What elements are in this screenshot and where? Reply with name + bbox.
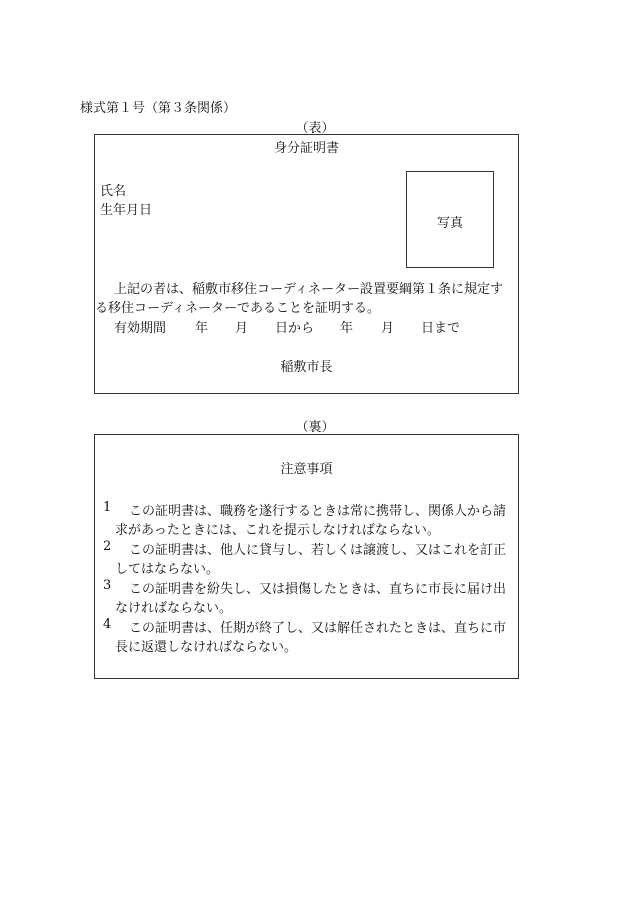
photo-box — [406, 171, 494, 268]
id-card-back — [94, 434, 519, 679]
note-text-line-1: この証明書は、他人に貸与し、若しくは譲渡し、又はこれを訂正 — [129, 543, 507, 558]
birthdate-label: 生年月日 — [100, 203, 153, 218]
form-number-label: 様式第１号（第３条関係） — [80, 101, 237, 116]
note-text-line-1: この証明書は、任期が終了し、又は解任されたときは、直ちに市 — [129, 621, 507, 636]
validity-start-year: 年 — [195, 321, 209, 336]
photo-label: 写真 — [436, 216, 463, 231]
back-side-label: （裏） — [295, 420, 335, 435]
note-text-line-1: この証明書を紛失し、又は損傷したときは、直ちに市長に届け出 — [129, 582, 507, 597]
note-number: 4 — [103, 617, 112, 632]
id-card-front — [94, 134, 519, 394]
note-text-line-2: 求があったときには、これを提示しなければならない。 — [115, 523, 440, 538]
note-text-line-2: してはならない。 — [115, 562, 220, 577]
validity-end-year: 年 — [340, 321, 354, 336]
validity-start-day: 日から — [275, 321, 315, 336]
issuer-label: 稲敷市長 — [280, 360, 333, 375]
validity-label: 有効期間 — [114, 321, 167, 336]
note-text-line-1: この証明書は、職務を遂行するときは常に携帯し、関係人から請 — [129, 504, 507, 519]
note-text-line-2: なければならない。 — [115, 601, 233, 616]
front-side-label: （表） — [295, 121, 335, 136]
note-text-line-2: 長に返還しなければならない。 — [115, 640, 298, 655]
card-title: 身分証明書 — [273, 141, 339, 156]
validity-end-day: 日まで — [421, 321, 461, 336]
note-number: 3 — [103, 578, 112, 593]
name-label: 氏名 — [100, 184, 127, 199]
validity-end-month: 月 — [381, 321, 395, 336]
note-number: 1 — [103, 500, 112, 515]
notes-title: 注意事項 — [280, 462, 333, 477]
validity-start-month: 月 — [235, 321, 249, 336]
note-number: 2 — [103, 539, 112, 554]
certification-text-line-1: 上記の者は、稲敷市移住コーディネーター設置要綱第１条に規定す — [114, 282, 503, 297]
certification-text-line-2: る移住コーディネーターであることを証明する。 — [95, 301, 380, 316]
